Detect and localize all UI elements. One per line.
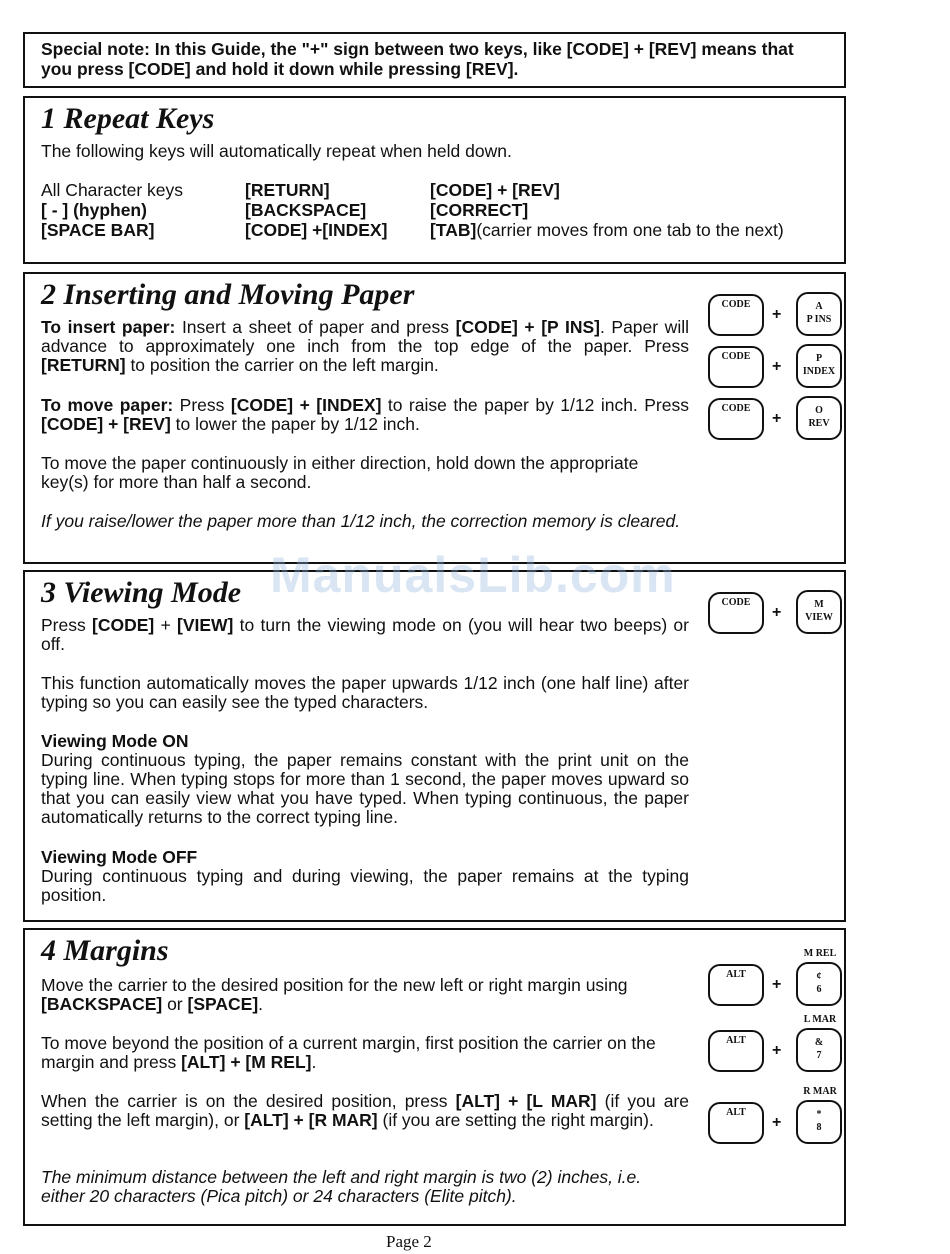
key-combo-alt-lmar (708, 1028, 848, 1074)
view-key: M VIEW (796, 590, 842, 634)
code-key: CODE (708, 294, 764, 336)
section-margins (23, 928, 846, 1226)
watermark: ManualsLib.com (270, 547, 676, 603)
code-key: CODE (708, 346, 764, 388)
alt-key: ALT (708, 1102, 764, 1144)
code-key: CODE (708, 592, 764, 634)
move-paper-paragraph: To move paper: Press [CODE] + [INDEX] to raise the paper by 1/12 inch. Press [CODE] + [REV] to lower the paper by 1/12 inch. (41, 395, 689, 434)
section-title: 2 Inserting and Moving Paper (41, 278, 415, 311)
section-repeat-keys (23, 96, 846, 264)
rmar-key: * 8 (796, 1100, 842, 1144)
rev-key: O REV (796, 396, 842, 440)
plus-sign: + (772, 306, 782, 323)
repeat-keys-column-3: [CODE] + [REV] [CORRECT] [TAB](carrier moves from one tab to the next) (430, 180, 784, 240)
section-inserting-paper (23, 272, 846, 564)
plus-sign: + (772, 358, 782, 375)
viewing-on-heading: Viewing Mode ON (41, 731, 189, 751)
key-combo-code-pins (708, 292, 848, 338)
rmar-label: R MAR (803, 1086, 837, 1097)
plus-sign: + (772, 604, 782, 621)
viewing-on-text: During continuous typing, the paper remains constant with the print unit on the typing line. When typing stops for more than 1 second, the paper moves upward so that you can easily view what you have typed. When typing continuous, the paper automatically returns to the correct typing line. (41, 750, 689, 827)
repeat-keys-column-1: All Character keys [ - ] (hyphen) [SPACE BAR] (41, 180, 183, 240)
plus-sign: + (772, 1114, 782, 1131)
move-carrier-paragraph: Move the carrier to the desired position for the new left or right margin using [BACKSPACE] or [SPACE]. (41, 975, 628, 1014)
pins-key: A P INS (796, 292, 842, 336)
alt-key: ALT (708, 1030, 764, 1072)
minimum-distance-note: The minimum distance between the left and right margin is two (2) inches, i.e. either 20 characters (Pica pitch) or 24 characters (Elite pitch). (41, 1167, 642, 1206)
section-viewing-mode (23, 570, 846, 922)
section-title: 3 Viewing Mode (41, 576, 242, 609)
plus-sign: + (772, 410, 782, 427)
viewing-off-text: During continuous typing and during viewing, the paper remains at the typing position. (41, 866, 689, 905)
set-margin-paragraph: When the carrier is on the desired position, press [ALT] + [L MAR] (if you are setting the left margin), or [ALT] + [R MAR] (if you are setting the right margin). (41, 1091, 689, 1130)
page-number: Page 2 (386, 1232, 432, 1251)
beyond-margin-paragraph: To move beyond the position of a current margin, first position the carrier on the margin and press [ALT] + [M REL]. (41, 1033, 656, 1072)
plus-sign: + (772, 976, 782, 993)
lmar-label: L MAR (803, 1014, 837, 1025)
lmar-key: & 7 (796, 1028, 842, 1072)
continuous-move-paragraph: To move the paper continuously in either direction, hold down the appropriate key(s) for more than half a second. (41, 453, 639, 492)
section-title: 4 Margins (41, 934, 169, 967)
viewing-toggle-paragraph: Press [CODE] + [VIEW] to turn the viewing mode on (you will hear two beeps) or off. (41, 615, 689, 654)
alt-key: ALT (708, 964, 764, 1006)
key-combo-alt-mrel (708, 962, 848, 1008)
plus-sign: + (772, 1042, 782, 1059)
index-key: P INDEX (796, 344, 842, 388)
viewing-off-heading: Viewing Mode OFF (41, 847, 198, 867)
key-combo-code-rev (708, 396, 848, 442)
repeat-keys-column-2: [RETURN] [BACKSPACE] [CODE] +[INDEX] (245, 180, 388, 240)
insert-paper-paragraph: To insert paper: Insert a sheet of paper and press [CODE] + [P INS]. Paper will advance to approximately one inch from the top edge of the paper. Press [RETURN] to position the carrier on the left margin. (41, 317, 689, 375)
section-title: 1 Repeat Keys (41, 102, 215, 135)
mrel-label: M REL (803, 948, 837, 959)
section-intro: The following keys will automatically repeat when held down. (41, 141, 512, 161)
viewing-function-paragraph: This function automatically moves the paper upwards 1/12 inch (one half line) after typing so you can easily see the typed characters. (41, 673, 689, 712)
key-combo-code-index (708, 344, 848, 390)
key-combo-alt-rmar (708, 1100, 848, 1146)
special-note: Special note: In this Guide, the "+" sign between two keys, like [CODE] + [REV] means that you press [CODE] and hold it down while pressing [REV]. (23, 32, 846, 88)
mrel-key: ¢ 6 (796, 962, 842, 1006)
key-combo-code-view (708, 590, 848, 636)
code-key: CODE (708, 398, 764, 440)
correction-memory-note: If you raise/lower the paper more than 1/12 inch, the correction memory is cleared. (41, 511, 681, 531)
